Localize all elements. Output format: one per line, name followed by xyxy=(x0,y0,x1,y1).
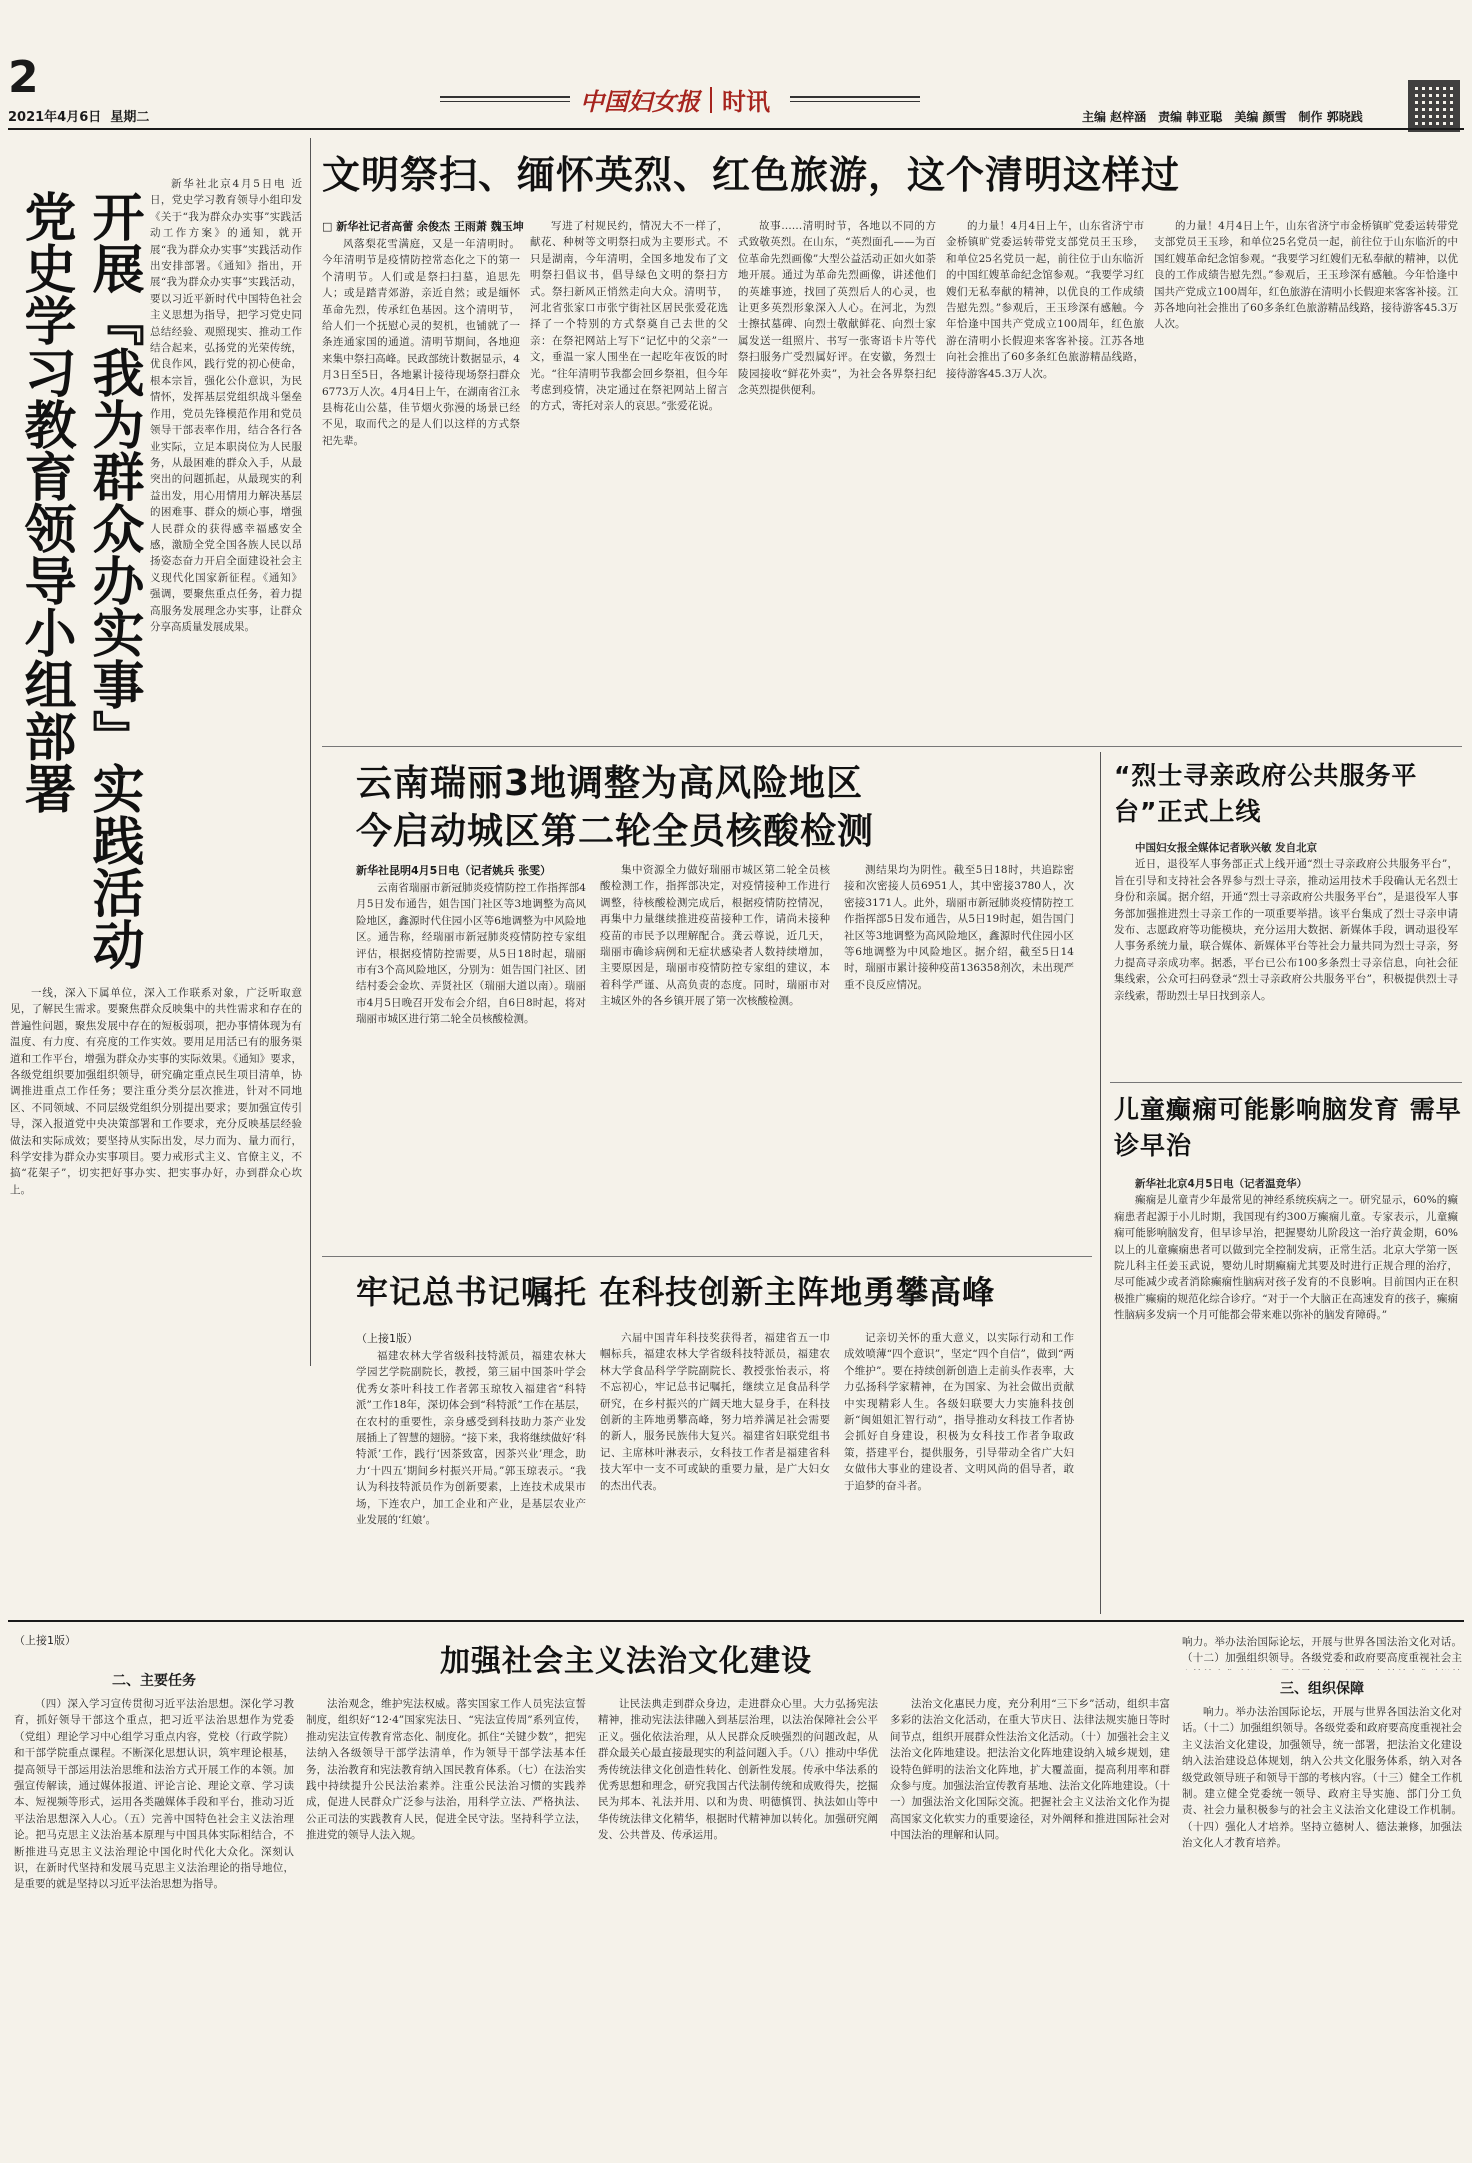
article1-col1 xyxy=(322,236,520,736)
right1-bottom-rule xyxy=(1110,1082,1462,1083)
article1-col2 xyxy=(530,218,728,736)
article3-col2-text: 六届中国青年科技奖获得者，福建省五一巾帼标兵，福建农林大学省级科技特派员，福建农林大学食品科学学院副院长、教授张怡表示，将不忘初心，牢记总书记嘱托，继续立足食品科学研究，在乡村振兴的广阔天地大显身手，在科技创新的主阵地勇攀高峰，努力培养满足社会需要的新人，服务民族伟大复兴。福建省妇联党组书记、主席林叶淋表示，女科技工作者是福建省科技大军中一支不可或缺的重要力量，是广大妇女的杰出代表。 xyxy=(600,1332,830,1492)
article1-col5-text: 的力量！4月4日上午，山东省济宁市金桥镇旷党委运转带党支部党员王玉珍，和单位25名党员一起，前往位于山东临沂的中国红嫂革命纪念馆参观。“我要学习红嫂们无私奉献的精神，以优良的工作成绩告慰先烈。”参观后，王玉珍深有感触。今年恰逢中国共产党成立100周年，红色旅游在清明小长假迎来客客补接。江苏各地向社会推出了60多条红色旅游精品线路，接待游客45.3万人次。 xyxy=(1154,220,1458,331)
right2-byline: 新华社北京4月5日电（记者温竞华） xyxy=(1135,1178,1308,1190)
article1-col1-text: 风落梨花雪满庭，又是一年清明时。今年清明节是疫情防控常态化之下的第一个清明节。人们或是祭扫扫墓，追思先人；或是踏青郊游，亲近自然；或是缅怀革命先烈，传承红色基因。这个清明节，给人们一个抚慰心灵的契机，也铺就了一条连通家国的通道。清明节期间，各地迎来集中祭扫高峰。民政部统计数据显示，4月3日至5日，各地累计接待现场祭扫群众6773万人次。4月4日上午，在湖南省江永县梅花山公墓，佳节烟火弥漫的场景已经不见，取而代之的是人们以这样的方式祭祀先辈。 xyxy=(322,238,520,447)
sidebar-vertical-headline: 开展『我为群众办实事』实践活动 xyxy=(83,190,143,970)
article2-col1-text: 云南省瑞丽市新冠肺炎疫情防控工作指挥部4月5日发布通告，姐告国门社区等3地调整为高风险地区，鑫源时代住园小区等6地调整为中风险地区。通告称，经瑞丽市新冠肺炎疫情防控专家组评估，根据疫情防控需要，从5日18时起，瑞丽市有3个高风险地区，分别为：姐告国门社区、团结村委会金坎、弄贤社区（瑞丽大道以南）。瑞丽市4月5日晚召开发布会介绍，自6日8时起，将对瑞丽市城区进行第二轮全员核酸检测。 xyxy=(356,882,586,1026)
article3-col3-text: 记亲切关怀的重大意义，以实际行动和工作成效喷薄“四个意识”，坚定“四个自信”，做到“两个维护”。要在持续创新创造上走前头作表率，大力弘扬科学家精神，在为国家、为社会做出贡献中实现精彩人生。各级妇联要大力实施科技创新“闽姐姐汇智行动”，指导推动女科技工作者协会抓好自身建设，积极为女科技工作者争取政策，搭建平台，提供服务，引导带动全省广大妇女做伟大事业的建设者、文明风尚的倡导者，敢于追梦的奋斗者。 xyxy=(844,1332,1074,1492)
section-divider xyxy=(710,87,712,113)
article4-col2 xyxy=(306,1696,586,2156)
article1-col5 xyxy=(1154,218,1458,736)
article2-col1 xyxy=(356,880,586,1246)
article2-col2 xyxy=(600,862,830,1246)
paper-name: 中国妇女报 xyxy=(580,87,700,116)
article4-col1-text: （四）深入学习宣传贯彻习近平法治思想。深化学习教育，抓好领导干部这个重点，把习近平法治思想作为党委（党组）理论学习中心组学习重点内容，党校（行政学院）和干部学院重点课程。不断深化思想认识，筑牢理论根基，提高领导干部运用法治思维和法治方式开展工作的本领。加强宣传解读，通过媒体报道、评论言论、理论文章、学习读本、短视频等形式，运用各类融媒体手段和平台，推动习近平法治思想深入人心。（五）完善中国特色社会主义法治理论。把马克思主义法治基本原理与中国具体实际相结合，不断推进马克思主义法治理论中国化时代化大众化。深刻认识，在新时代坚持和发展马克思主义法治理论的指导地位，是重要的就是坚持以习近平法治思想为指导。 xyxy=(14,1698,294,1891)
article3-col1-text: 福建农林大学省级科技特派员，福建农林大学园艺学院副院长，教授，第三届中国茶叶学会优秀女茶叶科技工作者郭玉琼牧入福建省“科特派”工作18年，深切体会到“科特派”工作在基层，在农村的重要性，亲身感受到科技助力茶产业发展插上了智慧的翅膀。“接下来，我将继续做好‘科特派’工作，践行‘因茶致富，因茶兴业’理念，助力‘十四五’期间乡村振兴开局。”郭玉琼表示。“我认为科技特派员作为创新要素，上连技术成果市场，下连农户，加工企业和产业，是基层农业产业发展的‘红娘’。 xyxy=(356,1350,586,1527)
date-text: 2021年4月6日 xyxy=(8,110,102,125)
qr-code xyxy=(1408,80,1460,132)
article1-col4-text: 的力量！4月4日上午，山东省济宁市金桥镇旷党委运转带党支部党员王玉珍，和单位25名党员一起，前往位于山东临沂的中国红嫂革命纪念馆参观。“我要学习红嫂们无私奉献的精神，以优良的工作成绩告慰先烈。”参观后，王玉珍深有感触。今年恰逢中国共产党成立100周年，红色旅游在清明小长假迎来客客补接。江苏各地向社会推出了60多条红色旅游精品线路，接待游客45.3万人次。 xyxy=(946,220,1144,380)
article2-col2-text: 集中资源全力做好瑞丽市城区第二轮全员核酸检测工作，指挥部决定，对疫情接种工作进行调整，待核酸检测完成后，根据疫情防控情况，再集中力量继续推进疫苗接种工作，请尚未接种疫苗的市民予以理解配合。龚云尊说，近几天，瑞丽市确诊病例和无症状感染者人数持续增加，主要原因是，瑞丽市疫情防控专家组的建议，本着科学严谨、从高负责的态度。同时，瑞丽市对主城区外的各乡镇开展了第一次核酸检测。 xyxy=(600,864,830,1008)
article3-col1-body xyxy=(356,1348,586,1610)
right2-text: 癫痫是儿童青少年最常见的神经系统疾病之一。研究显示，60%的癫痫患者起源于小儿时期，我国现有约300万癫痫儿童。专家表示，儿童癫痫可能影响脑发育，但早诊早治，把握婴幼儿阶段这一治疗黄金期，60%以上的儿童癫痫患者可以做到完全控制发病，正常生活。北京大学第一医院儿科主任姜玉武说，婴幼儿时期癫痫尤其要及时进行正规合理的治疗，尽可能减少或者消除癫痫性脑病对孩子发育的不良影响。目前国内正在积极推广癫痫的规范化综合诊疗。“对于一个大脑正在高速发育的孩子，癫痫性脑病多发病一个月可能都会带来难以弥补的脑发育障碍。” xyxy=(1114,1194,1458,1322)
article3-col2 xyxy=(600,1330,830,1610)
page-number: 2 xyxy=(8,52,39,103)
article2-byline: 新华社昆明4月5日电（记者姚兵 张雯） xyxy=(356,864,552,877)
right2-body xyxy=(1114,1176,1458,1608)
article2-headline xyxy=(356,760,1036,856)
article4-col3-text: 让民法典走到群众身边，走进群众心里。大力弘扬宪法精神，推动宪法法律融入到基层治理，以法治保障社会公平正义。强化依法治理，从人民群众反映强烈的问题改起，从群众最关心最直接最现实的利益问题入手。（八）推动中华优秀传统法律文化创造性转化、创新性发展。传承中华法系的优秀思想和理念，研究我国古代法制传统和成败得失，挖掘民为邦本、礼法并用、以和为贵、明德慎罚、执法如山等中华传统法律文化精华，根据时代精神加以转化。加强研究阐发、公共普及、传承运用。 xyxy=(598,1698,878,1842)
article4-col5-lead: 响力。举办法治国际论坛，开展与世界各国法治文化对话。（十二）加强组织领导。各级党委和政府要高度重视社会主 xyxy=(1182,1636,1462,1665)
masthead-ornament-right xyxy=(790,96,920,102)
article4-col5 xyxy=(1182,1704,1462,2156)
article4-cont: （上接1版） xyxy=(14,1634,76,1647)
article1-headline: 文明祭扫、缅怀英烈、红色旅游，这个清明这样过 xyxy=(322,153,1181,197)
right1-headline: “烈士寻亲政府公共服务平台”正式上线 xyxy=(1114,761,1418,826)
article2-headline-line2: 今启动城区第二轮全员核酸检测 xyxy=(356,811,875,852)
weekday-text: 星期二 xyxy=(110,110,150,125)
right1-byline: 中国妇女报全媒体记者耿兴敏 发自北京 xyxy=(1135,842,1318,854)
article2-col3-text: 测结果均为阴性。截至5日18时，共追踪密接和次密接人员6951人，其中密接3780人，次密接3171人。此外，瑞丽市新冠肺炎疫情防控工作指挥部5日发布通告，从5日19时起，姐告国门社区等3地调整为高风险地区，鑫源时代住园小区等6地调整为中风险地区。据介绍，截至5日14时，瑞丽市累计接种疫苗136358剂次，未出现严重不良反应情况。 xyxy=(844,864,1074,991)
article2-headline-line1: 云南瑞丽3地调整为高风险地区 xyxy=(356,763,864,804)
section-name: 时讯 xyxy=(722,88,770,116)
section-two-heading: 二、主要任务 xyxy=(112,1673,196,1689)
masthead-logo xyxy=(580,82,770,117)
masthead-ornament-left xyxy=(440,96,570,102)
article4-col5-top xyxy=(1182,1634,1462,1670)
bottom-section-rule xyxy=(8,1620,1464,1622)
sidebar-vertical-subheadline: 党史学习教育领导小组部署 xyxy=(15,190,75,814)
article4-col4 xyxy=(890,1696,1170,2156)
article3-headline: 牢记总书记嘱托 在科技创新主阵地勇攀高峰 xyxy=(356,1273,996,1311)
right-column-divider xyxy=(1100,752,1101,1614)
article1-col2-text: 写进了村规民约，情况大不一样了，献花、种树等文明祭扫成为主要形式。不只是湖南，今年清明，全国多地发布了文明祭扫倡议书，倡导绿色文明的祭扫方式。祭扫新风正悄然走向大众。清明节，河北省张家口市张宁街社区居民张爱花选择了一个特别的方式祭奠自己去世的父亲：在祭祀网站上写下“记忆中的父亲”一文，垂温一家人围坐在一起吃年夜饭的时光。“往年清明节我都会回乡祭祖，但今年考虑到疫情，决定通过在祭祀网站上留言的方式，寄托对亲人的哀思。”张爱花说。 xyxy=(530,220,728,413)
sidebar-divider xyxy=(310,138,311,1366)
article4-col1 xyxy=(14,1696,294,2156)
article1-bottom-rule xyxy=(322,746,1462,747)
sidebar-top-paragraph: 新华社北京4月5日电 近日，党史学习教育领导小组印发《关于“我为群众办实事”实践活动工作方案》的通知，就开展“我为群众办实事”实践活动作出安排部署。《通知》指出，开展“我为群众办实事”实践活动，要以习近平新时代中国特色社会主义思想为指导，把学习党史同总结经验、观照现实、推动工作结合起来，弘扬党的光荣传统，优良作风，践行党的初心使命，根本宗旨，强化公仆意识，为民情怀，发挥基层党组织战斗堡垒作用，党员先锋模范作用和党员领导干部表率作用，结合各行各业实际，立足本职岗位为人民服务，从最困难的群众入手，从最突出的问题抓起，从最现实的利益出发，用心用情用力解决基层的困难事、群众的烦心事，增强人民群众的获得感幸福感安全感，激励全党全国各族人民以昂扬姿态奋力开启全面建设社会主义现代化国家新征程。《通知》强调，要聚焦重点任务，着力提高服务发展理念办实事，让群众分享高质量发展成果。 xyxy=(150,178,302,633)
sidebar-text-bottom xyxy=(10,985,302,1363)
sidebar-text-top xyxy=(150,176,302,976)
article1-col3 xyxy=(738,218,936,736)
article4-col4-text: 法治文化惠民力度，充分利用“三下乡”活动，组织丰富多彩的法治文化活动，在重大节庆日、法律法规实施日等时间节点，组织开展群众性法治文化活动。（十）加强社会主义法治文化阵地建设。把法治文化阵地建设纳入城乡规划，建设特色鲜明的法治文化阵地，扩大覆盖面，提高利用率和群众参与度。加强法治宣传教育基地、法治文化阵地建设。（十一）加强法治文化国际交流。把握社会主义法治文化作为提高国家文化软实力的重要途径，对外阐释和推进国际社会对中国法治的理解和认同。 xyxy=(890,1698,1170,1842)
article4-col3 xyxy=(598,1696,878,2156)
article2-col3 xyxy=(844,862,1074,1246)
article1-col4 xyxy=(946,218,1144,736)
article4-col2-text: 法治观念，维护宪法权威。落实国家工作人员宪法宣誓制度，组织好“12·4”国家宪法日、“宪法宣传周”系列宣传，推动宪法宣传教育常态化、制度化。抓住“关键少数”，把宪法纳入各级领导干部学法清单，作为领导干部学法基本任务，法治教育和宪法教育纳入国民教育体系。（七）在法治实践中持续提升公民法治素养。注重公民法治习惯的实践养成，促进人民群众广泛参与法治，用科学立法、严格执法、公正司法的实践教育人民，促进全民守法。坚持科学立法，推进党的领导人法入规。 xyxy=(306,1698,586,1842)
article3-cont: （上接1版） xyxy=(356,1332,418,1345)
article4-col5-text: 响力。举办法治国际论坛，开展与世界各国法治文化对话。（十二）加强组织领导。各级党委和政府要高度重视社会主义法治文化建设，加强领导，统一部署，把法治文化建设纳入法治建设总体规划，纳入公共文化服务体系，纳入对各级党政领导班子和领导干部的考核内容。（十三）健全工作机制。建立健全党委统一领导、政府主导实施、部门分工负责、社会力量积极参与的社会主义法治文化建设工作机制。（十四）强化人才培养。坚持立德树人、德法兼修，加强法治文化人才教育培养。 xyxy=(1182,1706,1462,1850)
article2-bottom-rule xyxy=(322,1256,1092,1257)
masthead-rule xyxy=(8,128,1464,130)
article4-headline: 加强社会主义法治文化建设 xyxy=(440,1644,812,1679)
section-three-heading: 三、组织保障 xyxy=(1280,1681,1364,1697)
issue-date xyxy=(8,106,149,125)
article1-byline: □ 新华社记者高蕾 余俊杰 王雨萧 魏玉坤 xyxy=(322,220,524,233)
right1-text: 近日，退役军人事务部正式上线开通“烈士寻亲政府公共服务平台”，旨在引导和支持社会各界参与烈士寻亲，推动运用技术手段确认无名烈士身份和亲属。据介绍，开通“烈士寻亲政府公共服务平台”，是退役军人事务部加强推进烈士寻亲工作的一项重要举措。该平台集成了烈士寻亲申请发布、志愿政府等功能模块，充分运用大数据、新媒体手段，调动退役军人事务系统力量，联合媒体、新媒体平台等社会力量共同为烈士寻亲，努力提高寻亲成功率。据悉，平台已公布100多条烈士寻亲信息，向社会征集线索，公众可扫码登录“烈士寻亲政府公共服务平台”，积极提供烈士寻亲线索，帮助烈士早日找到亲人。 xyxy=(1114,858,1458,1002)
sidebar-bottom-paragraph: 一线，深入下属单位，深入工作联系对象，广泛听取意见，了解民生需求。要聚焦群众反映集中的共性需求和存在的普遍性问题，聚焦发展中存在的短板弱项，把办事情体现为有温度、有力度、有亮度的工作实效。要用足用活已有的服务渠道和工作平台，增强为群众办实事的实际效果。《通知》要求，各级党组织要加强组织领导，研究确定重点民生项目清单，协调推进重点工作任务；要注重分类分层次推进，针对不同地区、不同领域、不同层级党组织分别提出要求；要加强宣传引导，深入报道党中央决策部署和工作要求，充分反映基层经验做法和实际成效；要坚持从实际出发，尽力而为、量力而行，科学安排为群众办实事项目。要力戒形式主义、官僚主义，不搞“花架子”，切实把好事办实、把实事办好，办到群众心坎上。 xyxy=(10,987,302,1196)
right2-headline: 儿童癫痫可能影响脑发育 需早诊早治 xyxy=(1114,1095,1462,1160)
credits: 主编 赵梓涵 责编 韩亚聪 美编 颜雪 制作 郭晓践 xyxy=(1082,110,1363,124)
article3-col3 xyxy=(844,1330,1074,1610)
article1-col3-text: 故事……清明时节，各地以不同的方式致敬英烈。在山东，“英烈面孔——为百位革命先烈画像”大型公益活动正如火如荼地开展。通过为革命先烈画像，讲述他们的英雄事迹，找回了英烈后人的心灵，也让更多英烈形象深入人心。在河北，为烈士擦拭墓碑、向烈士敬献鲜花、向烈士家属发送一组照片、书写一张寄语卡片等代祭扫服务广受烈属好评。在安徽，务烈士陵园接收“鲜花外卖”，为社会各界祭扫纪念英烈提供便利。 xyxy=(738,220,936,397)
